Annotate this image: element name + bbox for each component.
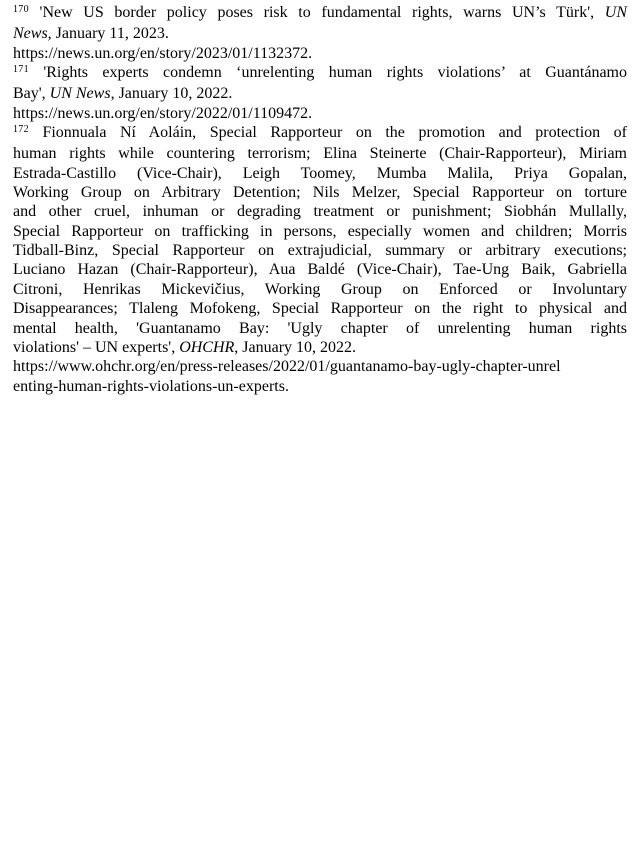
footnote-url[interactable] — [13, 104, 627, 123]
source-title-italic: OHCHR — [179, 338, 235, 356]
text-segment: Special Rapporteur on trafficking in persons, especially women and children; Morris — [13, 222, 627, 240]
footnote-text-line — [13, 202, 627, 221]
text-segment: mental health, 'Guantanamo Bay: 'Ugly chapter of unrelenting human rights — [13, 319, 627, 337]
text-segment: Estrada-Castillo (Vice-Chair), Leigh Toomey, Mumba Malila, Priya Gopalan, — [13, 164, 627, 182]
text-segment: 'New US border policy poses risk to fundamental rights, warns UN’s Türk', — [28, 4, 605, 21]
source-title-italic: News, — [13, 25, 52, 43]
footnote-text-line — [13, 164, 627, 183]
footnote-170 — [13, 3, 627, 63]
text-segment: https://news.un.org/en/story/2023/01/1132372. — [13, 44, 313, 62]
footnote-text-line — [13, 63, 627, 84]
text-segment: 'Rights experts condemn ‘unrelenting human rights violations’ at Guantánamo — [28, 64, 627, 82]
source-title-italic: UN News — [49, 85, 111, 103]
footnote-text-line — [13, 319, 627, 338]
footnote-url[interactable] — [13, 357, 627, 376]
text-segment: Citroni, Henrikas Mickevičius, Working Group on Enforced or Involuntary — [13, 280, 627, 298]
footnote-text-line — [13, 3, 627, 24]
text-segment: , January 10, 2022. — [234, 338, 357, 356]
text-segment: Working Group on Arbitrary Detention; Nils Melzer, Special Rapporteur on torture — [13, 184, 627, 202]
footnote-marker: 172 — [13, 124, 29, 136]
footnote-172 — [13, 123, 627, 396]
footnote-marker: 171 — [13, 64, 29, 76]
text-segment: , January 10, 2022. — [110, 85, 233, 103]
text-segment: Bay', — [13, 85, 50, 103]
text-segment: and other cruel, inhuman or degrading treatment or punishment; Siobhán Mullally, — [13, 203, 627, 221]
footnote-url[interactable] — [13, 44, 627, 63]
text-segment: https://www.ohchr.org/en/press-releases/2022/01/guantanamo-bay-ugly-chapter-unrel — [13, 358, 561, 376]
footnote-url[interactable] — [13, 377, 627, 396]
text-segment: Disappearances; Tlaleng Mofokeng, Special Rapporteur on the right to physical and — [13, 300, 627, 318]
footnote-text-line — [13, 280, 627, 299]
text-segment: https://news.un.org/en/story/2022/01/1109472. — [13, 104, 313, 122]
footnote-text-line — [13, 123, 627, 144]
footnote-marker: 170 — [13, 4, 29, 15]
footnote-text-line — [13, 144, 627, 163]
text-segment: Luciano Hazan (Chair-Rapporteur), Aua Baldé (Vice-Chair), Tae-Ung Baik, Gabriella — [13, 261, 627, 279]
text-segment: enting-human-rights-violations-un-experts. — [13, 377, 289, 395]
footnote-text-line — [13, 84, 627, 103]
text-segment: Fionnuala Ní Aoláin, Special Rapporteur on the promotion and protection of — [28, 124, 627, 142]
text-segment: Tidball-Binz, Special Rapporteur on extrajudicial, summary or arbitrary executions; — [13, 242, 627, 260]
footnote-text-line — [13, 222, 627, 241]
footnote-text-line — [13, 241, 627, 260]
text-segment: human rights while countering terrorism; Elina Steinerte (Chair-Rapporteur), Miriam — [13, 145, 627, 163]
text-segment: violations' – UN experts', — [13, 338, 180, 356]
footnote-text-line — [13, 338, 627, 357]
footnotes-section — [13, 3, 627, 396]
document-page — [0, 0, 640, 396]
footnote-text-line — [13, 24, 627, 43]
footnote-text-line — [13, 183, 627, 202]
text-segment: January 11, 2023. — [51, 25, 169, 43]
footnote-text-line — [13, 299, 627, 318]
source-title-italic: UN — [604, 4, 627, 21]
footnote-171 — [13, 63, 627, 123]
footnote-text-line — [13, 260, 627, 279]
